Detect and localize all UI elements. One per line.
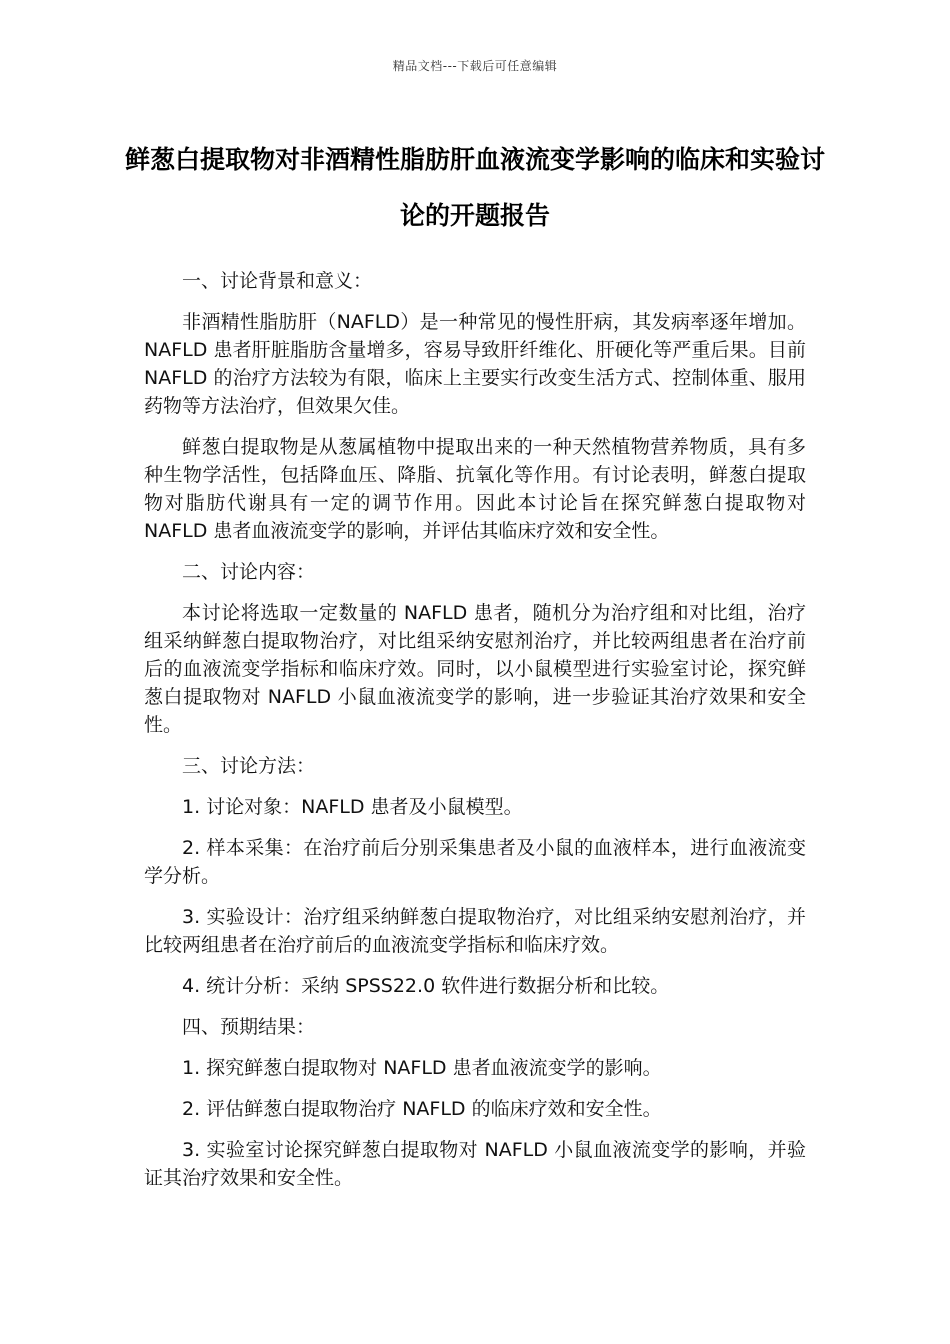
document-body bbox=[144, 267, 806, 1205]
section-heading-content: 二、讨论内容： bbox=[182, 561, 316, 583]
list-item: 3. 实验设计：治疗组采纳鲜葱白提取物治疗，对比组采纳安慰剂治疗，并比较两组患者在治疗前后的血液流变学指标和临床疗效。 bbox=[144, 906, 806, 956]
section-heading-background: 一、讨论背景和意义： bbox=[182, 270, 373, 292]
list-item: 3. 实验室讨论探究鲜葱白提取物对 NAFLD 小鼠血液流变学的影响，并验证其治疗效果和安全性。 bbox=[144, 1139, 806, 1189]
list-item: 1. 讨论对象：NAFLD 患者及小鼠模型。 bbox=[182, 796, 523, 818]
paragraph: 非酒精性脂肪肝（NAFLD）是一种常见的慢性肝病，其发病率逐年增加。NAFLD 患者肝脏脂肪含量增多，容易导致肝纤维化、肝硬化等严重后果。目前 NAFLD 的治疗方法较为有限，临床上主要实行改变生活方式、控制体重、服用药物等方法治疗，但效果欠佳。 bbox=[144, 311, 806, 417]
list-item: 2. 样本采集：在治疗前后分别采集患者及小鼠的血液样本，进行血液流变学分析。 bbox=[144, 837, 806, 887]
list-item: 1. 探究鲜葱白提取物对 NAFLD 患者血液流变学的影响。 bbox=[182, 1057, 662, 1079]
list-item: 2. 评估鲜葱白提取物治疗 NAFLD 的临床疗效和安全性。 bbox=[182, 1098, 662, 1120]
section-heading-results: 四、预期结果： bbox=[182, 1016, 316, 1038]
page-header-note: 精品文档---下载后可任意编辑 bbox=[392, 59, 558, 73]
paragraph: 鲜葱白提取物是从葱属植物中提取出来的一种天然植物营养物质，具有多种生物学活性，包括降血压、降脂、抗氧化等作用。有讨论表明，鲜葱白提取物对脂肪代谢具有一定的调节作用。因此本讨论旨在探究鲜葱白提取物对 NAFLD 患者血液流变学的影响，并评估其临床疗效和安全性。 bbox=[144, 436, 806, 542]
list-item: 4. 统计分析：采纳 SPSS22.0 软件进行数据分析和比较。 bbox=[182, 975, 670, 997]
document-title: 鲜葱白提取物对非酒精性脂肪肝血液流变学影响的临床和实验讨论的开题报告 bbox=[124, 145, 825, 230]
section-heading-methods: 三、讨论方法： bbox=[182, 755, 316, 777]
paragraph: 本讨论将选取一定数量的 NAFLD 患者，随机分为治疗组和对比组，治疗组采纳鲜葱白提取物治疗，对比组采纳安慰剂治疗，并比较两组患者在治疗前后的血液流变学指标和临床疗效。同时，以小鼠模型进行实验室讨论，探究鲜葱白提取物对 NAFLD 小鼠血液流变学的影响，进一步验证其治疗效果和安全性。 bbox=[144, 602, 806, 736]
